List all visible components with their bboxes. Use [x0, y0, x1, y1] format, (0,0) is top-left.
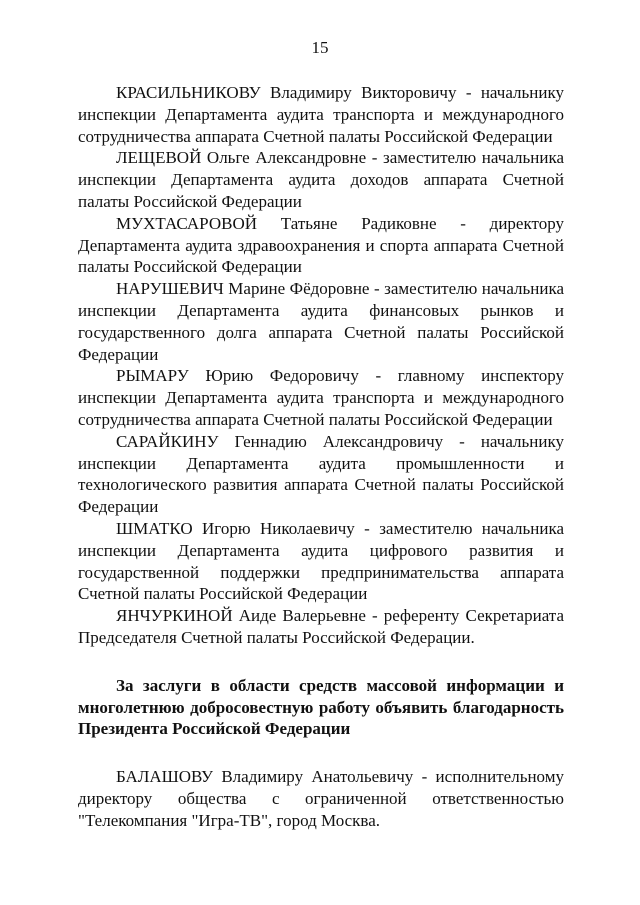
- award-entry-shmatko: ШМАТКО Игорю Николаевичу - заместителю начальника инспекции Департамента аудита цифрового развития и государственной поддержки предпринимательства аппарата Счетной палаты Российской Федерации: [78, 518, 564, 604]
- award-entry-rymar: РЫМАРУ Юрию Федоровичу - главному инспектору инспекции Департамента аудита транспорта и международного сотрудничества аппарата Счетной палаты Российской Федерации: [78, 366, 564, 429]
- document-body: [78, 82, 564, 832]
- award-entry-narushevich: НАРУШЕВИЧ Марине Фёдоровне - заместителю начальника инспекции Департамента аудита финансовых рынков и государственного долга аппарата Счетной палаты Российской Федерации: [78, 279, 564, 364]
- page-number: 15: [311, 38, 329, 57]
- award-entry-mukhtasarova: МУХТАСАРОВОЙ Татьяне Радиковне - директору Департамента аудита здравоохранения и спорта аппарата Счетной палаты Российской Федерации: [78, 213, 564, 277]
- award-entry-yanchurkina: ЯНЧУРКИНОЙ Аиде Валерьевне - референту Секретариата Председателя Счетной палаты Российской Федерации.: [78, 606, 564, 647]
- award-entry-balashov: БАЛАШОВУ Владимиру Анатольевичу - исполнительному директору общества с ограниченной ответственностью "Телекомпания "Игра-ТВ", город Москва.: [78, 767, 564, 830]
- award-entry-leshcheva: ЛЕЩЕВОЙ Ольге Александровне - заместителю начальника инспекции Департамента аудита доходов аппарата Счетной палаты Российской Федерации: [78, 148, 564, 211]
- award-entry-saraikin: САРАЙКИНУ Геннадию Александровичу - начальнику инспекции Департамента аудита промышленности и технологического развития аппарата Счетной палаты Российской Федерации: [78, 431, 564, 517]
- section-heading: За заслуги в области средств массовой информации и многолетнюю добросовестную работу объявить благодарность Президента Российской Федерации: [78, 675, 564, 739]
- award-entry-krasilnikov: КРАСИЛЬНИКОВУ Владимиру Викторовичу - начальнику инспекции Департамента аудита транспорта и международного сотрудничества аппарата Счетной палаты Российской Федерации: [78, 83, 564, 146]
